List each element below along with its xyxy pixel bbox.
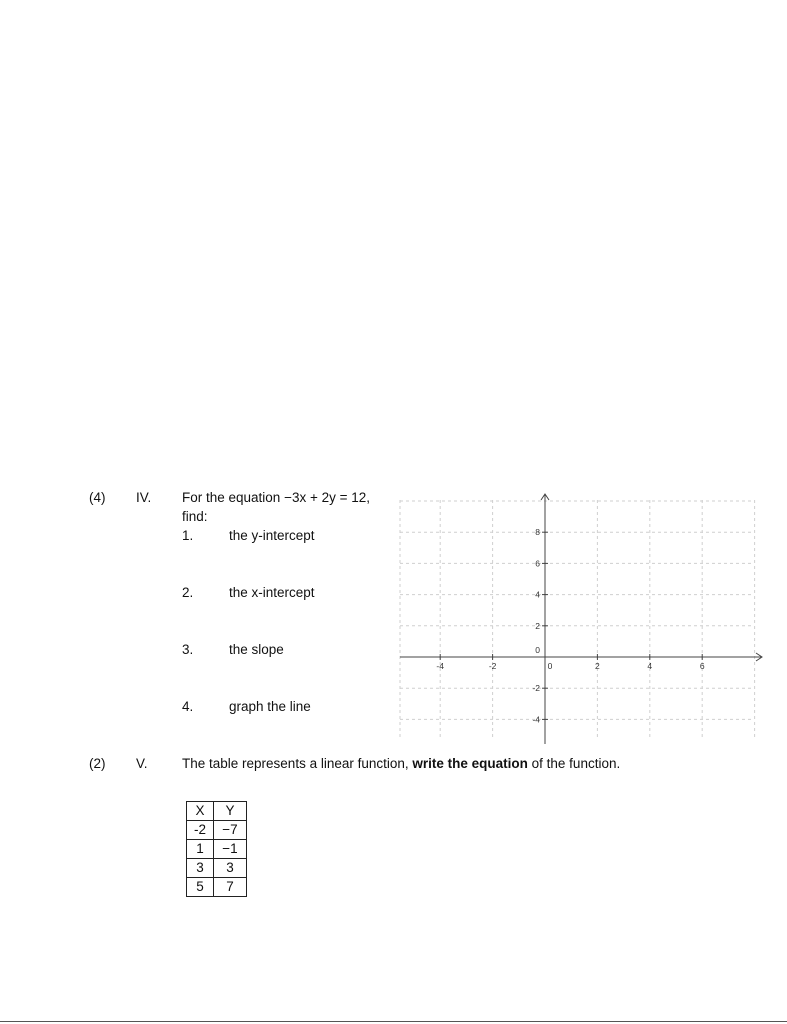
- x-tick-label: -4: [436, 661, 444, 671]
- y-tick-label: 2: [535, 620, 540, 631]
- xy-cell: 1: [187, 840, 214, 859]
- y-tick-label: -4: [532, 714, 540, 725]
- y-tick-label: 8: [535, 527, 540, 538]
- coordinate-grid: [396, 490, 766, 746]
- q4-prompt-line2: find:: [182, 509, 208, 524]
- table-row: [187, 878, 247, 897]
- y-tick-label: -2: [532, 683, 540, 694]
- xy-cell: 3: [187, 859, 214, 878]
- q5-points: (2): [89, 756, 106, 771]
- x-tick-label: -2: [488, 661, 497, 671]
- table-row: [187, 821, 247, 840]
- q4-item-2-text: the x-intercept: [229, 585, 315, 600]
- q5-prompt-text-1: The table represents a linear function,: [182, 756, 413, 771]
- x-tick-label: 4: [647, 661, 653, 671]
- q4-item-4-text: graph the line: [229, 699, 311, 714]
- q4-item-4-num: 4.: [182, 699, 194, 714]
- y-tick-label: 6: [535, 558, 540, 569]
- xy-cell: −7: [214, 821, 247, 840]
- q4-prompt-line1: For the equation −3x + 2y = 12,: [182, 490, 371, 505]
- q4-item-1-num: 1.: [182, 528, 194, 543]
- y-tick-label: 4: [535, 589, 540, 600]
- xy-table-header: [187, 802, 247, 821]
- xy-cell: −1: [214, 840, 247, 859]
- q5-roman: V.: [136, 756, 148, 771]
- q5-prompt: [182, 755, 620, 772]
- xy-cell: 5: [187, 878, 214, 897]
- xy-header-x: X: [187, 802, 214, 821]
- y-tick-label: 0: [535, 645, 540, 655]
- x-tick-label: 6: [699, 661, 705, 671]
- q5-prompt-text-2: of the function.: [527, 756, 621, 771]
- q4-points: (4): [89, 490, 106, 505]
- q4-item-1-text: the y-intercept: [229, 528, 315, 543]
- q4-item-2-num: 2.: [182, 585, 194, 600]
- x-tick-label: 0: [547, 661, 553, 671]
- table-row: [187, 840, 247, 859]
- xy-cell: 7: [214, 878, 247, 897]
- table-row: [187, 859, 247, 878]
- q4-roman: IV.: [136, 490, 152, 505]
- xy-header-y: Y: [214, 802, 247, 821]
- xy-table: [186, 801, 247, 897]
- x-tick-label: 2: [595, 661, 600, 671]
- page-bottom-rule: [0, 1021, 787, 1022]
- xy-cell: -2: [187, 821, 214, 840]
- q4-item-3-num: 3.: [182, 642, 194, 657]
- q5-prompt-bold: write the equation: [412, 756, 528, 771]
- xy-cell: 3: [214, 859, 247, 878]
- q4-item-3-text: the slope: [229, 642, 284, 657]
